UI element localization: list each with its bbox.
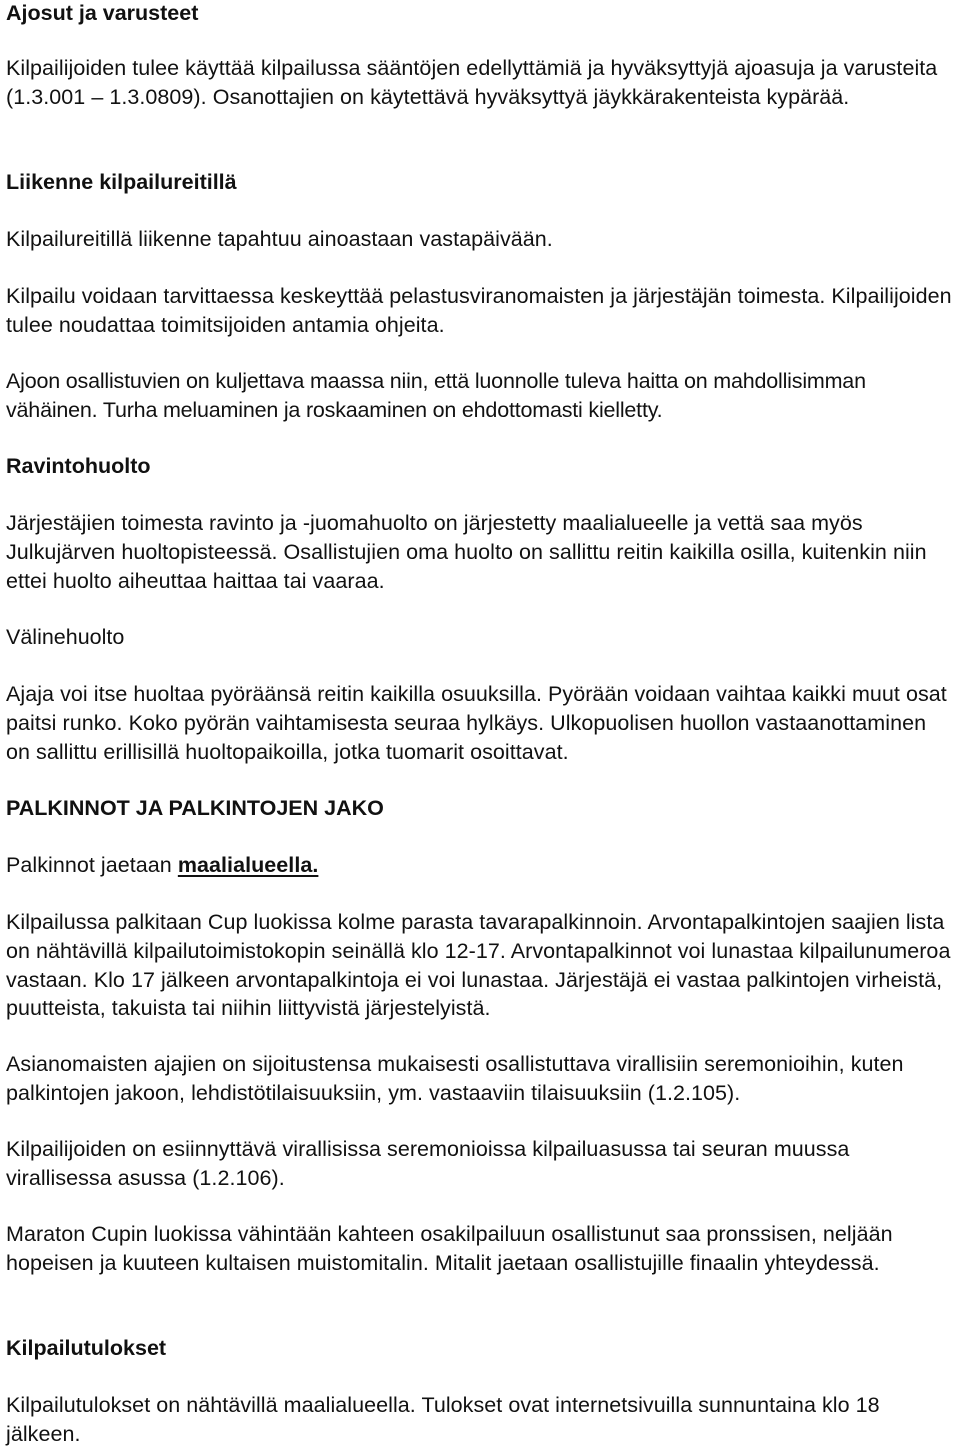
paragraph-kilpailutulokset: Kilpailutulokset on nähtävillä maalialueella. Tulokset ovat internetsivuilla sunnuntaina klo 18 jälkeen. (6, 1393, 880, 1446)
paragraph-liikenne-3: Ajoon osallistuvien on kuljettava maassa niin, että luonnolle tuleva haitta on mahdollisimman vähäinen. Turha meluaminen ja roskaaminen on ehdottomasti kielletty. (6, 369, 866, 422)
paragraph-palkinnot-2: Asianomaisten ajajien on sijoitustensa mukaisesti osallistuttava virallisiin seremonioihin, kuten palkintojen jakoon, lehdistötilaisuuksiin, ym. vastaaviin tilaisuuksiin (1.2.105). (6, 1052, 904, 1105)
heading-ajoasut: Ajosut ja varusteet (6, 1, 199, 25)
paragraph-prize-location (6, 851, 956, 880)
prize-location-prefix: Palkinnot jaetaan (6, 853, 178, 877)
paragraph-palkinnot-1: Kilpailussa palkitaan Cup luokissa kolme parasta tavarapalkinnoin. Arvontapalkintojen saajien lista on nähtävillä kilpailutoimistokopin seinällä klo 12-17. Arvontapalkinnot voi lunastaa kilpailunumeroa vastaan. Klo 17 jälkeen arvontapalkintoja ei voi lunastaa. Järjestäjä ei vastaa palkintojen virheistä, puutteista, takuista tai niihin liittyvistä järjestelyistä. (6, 910, 951, 1021)
paragraph-liikenne-1: Kilpailureitillä liikenne tapahtuu ainoastaan vastapäivään. (6, 227, 553, 251)
heading-ravintohuolto: Ravintohuolto (6, 454, 151, 478)
heading-valinehuolto: Välinehuolto (6, 625, 125, 649)
paragraph-ravintohuolto: Järjestäjien toimesta ravinto ja -juomahuolto on järjestetty maalialueelle ja vettä saa myös Julkujärven huoltopisteessä. Osallistujien oma huolto on sallittu reitin kaikilla osilla, kuitenkin niin ettei huolto aiheuttaa haittaa tai vaaraa. (6, 511, 927, 593)
heading-liikenne: Liikenne kilpailureitillä (6, 170, 237, 194)
paragraph-valinehuolto: Ajaja voi itse huoltaa pyöräänsä reitin kaikilla osuuksilla. Pyörään voidaan vaihtaa kaikki muut osat paitsi runko. Koko pyörän vaihtamisesta seuraa hylkäys. Ulkopuolisen huollon vastaanottaminen on sallittu erillisillä huoltopaikoilla, jotka tuomarit osoittavat. (6, 682, 947, 764)
paragraph-palkinnot-4: Maraton Cupin luokissa vähintään kahteen osakilpailuun osallistunut saa pronssisen, neljään hopeisen ja kuuteen kultaisen muistomitalin. Mitalit jaetaan osallistujille finaalin yhteydessä. (6, 1222, 893, 1275)
paragraph-liikenne-2: Kilpailu voidaan tarvittaessa keskeyttää pelastusviranomaisten ja järjestäjän toimesta. Kilpailijoiden tulee noudattaa toimitsijoiden antamia ohjeita. (6, 284, 952, 337)
paragraph-ajoasut: Kilpailijoiden tulee käyttää kilpailussa sääntöjen edellyttämiä ja hyväksyttyjä ajoasuja ja varusteita (1.3.001 – 1.3.0809). Osanottajien on käytettävä hyväksyttyä jäykkärakenteista kypärää. (6, 56, 938, 109)
paragraph-palkinnot-3: Kilpailijoiden on esiinnyttävä virallisissa seremonioissa kilpailuasussa tai seuran muussa virallisessa asussa (1.2.106). (6, 1137, 850, 1190)
heading-kilpailutulokset: Kilpailutulokset (6, 1336, 167, 1360)
heading-palkinnot: PALKINNOT JA PALKINTOJEN JAKO (6, 796, 384, 820)
prize-location-emphasis: maalialueella. (177, 853, 319, 877)
